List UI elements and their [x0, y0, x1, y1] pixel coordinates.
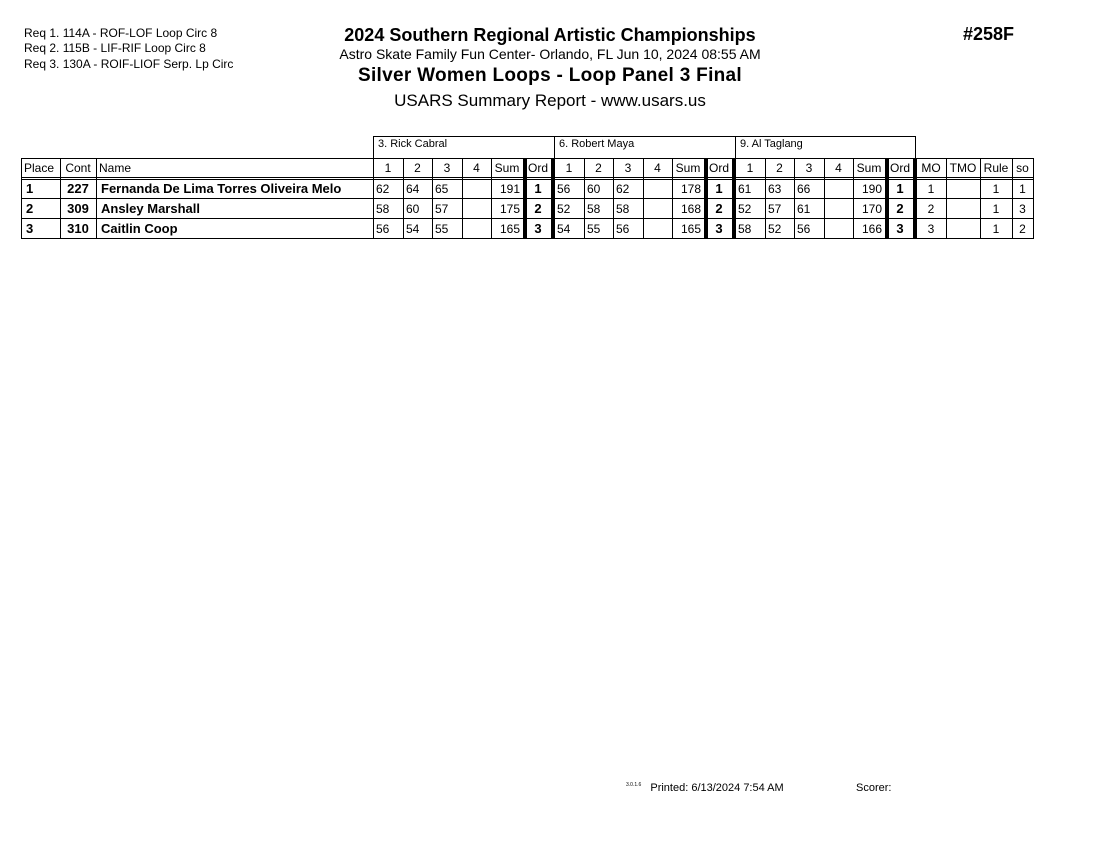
- row-1-judge3-score1: 61: [738, 182, 752, 196]
- venue-date-line: Astro Skate Family Fun Center- Orlando, FL Jun 10, 2024 08:55 AM: [339, 46, 761, 62]
- row-3-rule: 1: [992, 222, 1000, 236]
- col-header-judge3-score4: 4: [835, 161, 842, 175]
- row-3-cont: 310: [67, 221, 89, 236]
- judge-header-1: 3. Rick Cabral: [378, 138, 448, 150]
- row-1-judge1-ord: 1: [534, 181, 542, 196]
- row-1-cont: 227: [67, 181, 89, 196]
- row-3-judge2-ord: 3: [715, 221, 723, 236]
- row-2-judge1-ord: 2: [534, 201, 542, 216]
- row-3-judge1-sum: 165: [499, 222, 520, 236]
- row-1-so: 1: [1019, 182, 1026, 196]
- col-header-judge1-score4: 4: [473, 161, 480, 175]
- row-3-judge3-score2: 52: [768, 222, 782, 236]
- col-header-cont: Cont: [65, 161, 91, 175]
- row-2-judge1-score2: 60: [406, 202, 420, 216]
- row-2-judge1-score4: [462, 200, 491, 220]
- row-1-judge3-ord: 1: [896, 181, 904, 196]
- row-2-judge1-sum: 175: [499, 202, 520, 216]
- row-2-cont: 309: [67, 201, 89, 216]
- col-header-judge1-score2: 2: [414, 161, 421, 175]
- row-1-judge3-score3: 66: [797, 182, 811, 196]
- row-1-judge3-sum: 190: [861, 182, 882, 196]
- row-3-tmo: [946, 220, 980, 240]
- row-2-judge3-sum: 170: [861, 202, 882, 216]
- requirement-1: Req 1. 114A - ROF-LOF Loop Circ 8: [24, 26, 218, 40]
- judge-header-3: 9. Al Taglang: [740, 138, 803, 150]
- row-3-judge1-score2: 54: [406, 222, 420, 236]
- row-3-judge2-score1: 54: [557, 222, 571, 236]
- row-1-place: 1: [26, 181, 34, 196]
- row-1-judge1-sum: 191: [499, 182, 520, 196]
- judge-header-2: 6. Robert Maya: [559, 138, 635, 150]
- row-3-judge1-score4: [462, 220, 491, 240]
- row-1-name: Fernanda De Lima Torres Oliveira Melo: [101, 181, 342, 196]
- row-2-so: 3: [1019, 202, 1026, 216]
- row-2-judge2-sum: 168: [680, 202, 701, 216]
- col-header-rule: Rule: [983, 161, 1009, 175]
- row-1-judge2-score2: 60: [587, 182, 601, 196]
- col-header-judge1-ord: Ord: [527, 161, 548, 175]
- row-1-judge3-score4: [824, 180, 853, 200]
- col-header-judge2-score2: 2: [595, 161, 602, 175]
- row-2-judge2-score4: [643, 200, 672, 220]
- col-header-tmo: TMO: [949, 161, 977, 175]
- col-header-judge2-score1: 1: [565, 161, 573, 175]
- row-2-mo: 2: [927, 202, 935, 216]
- col-header-judge2-score4: 4: [654, 161, 661, 175]
- event-title: Silver Women Loops - Loop Panel 3 Final: [357, 65, 742, 86]
- row-3-judge3-score1: 58: [738, 222, 752, 236]
- row-3-judge2-score3: 56: [616, 222, 630, 236]
- row-2-judge3-ord: 2: [896, 201, 904, 216]
- row-1-judge2-ord: 1: [715, 181, 723, 196]
- row-2-judge1-score1: 58: [376, 202, 390, 216]
- row-3-judge2-score4: [643, 220, 672, 240]
- col-header-judge2-sum: Sum: [675, 161, 701, 175]
- col-header-judge1-sum: Sum: [494, 161, 520, 175]
- row-1-judge2-score1: 56: [557, 182, 571, 196]
- row-2-judge2-score3: 58: [616, 202, 630, 216]
- row-1-tmo: [946, 180, 980, 200]
- row-3-judge1-score3: 55: [435, 222, 449, 236]
- competition-title: 2024 Southern Regional Artistic Championships: [344, 25, 756, 45]
- row-3-judge1-ord: 3: [534, 221, 542, 236]
- row-1-judge1-score2: 64: [406, 182, 420, 196]
- row-1-judge2-score4: [643, 180, 672, 200]
- row-1-mo: 1: [927, 182, 935, 196]
- requirement-3: Req 3. 130A - ROIF-LIOF Serp. Lp Circ: [24, 57, 234, 71]
- col-header-judge1-score3: 3: [443, 161, 451, 175]
- row-2-judge2-score1: 52: [557, 202, 571, 216]
- col-header-judge3-score2: 2: [776, 161, 783, 175]
- row-1-judge3-score2: 63: [768, 182, 782, 196]
- col-header-judge1-score1: 1: [384, 161, 392, 175]
- row-1-judge1-score1: 62: [376, 182, 390, 196]
- row-2-judge3-score1: 52: [738, 202, 752, 216]
- row-3-judge3-score4: [824, 220, 853, 240]
- row-1-rule: 1: [992, 182, 1000, 196]
- row-3-name: Caitlin Coop: [101, 221, 178, 236]
- row-2-judge1-score3: 57: [435, 202, 449, 216]
- col-header-judge2-score3: 3: [624, 161, 632, 175]
- col-header-mo: MO: [921, 161, 941, 175]
- col-header-judge2-ord: Ord: [708, 161, 729, 175]
- row-3-judge3-score3: 56: [797, 222, 811, 236]
- col-header-so: so: [1016, 161, 1029, 175]
- row-3-judge1-score1: 56: [376, 222, 390, 236]
- col-header-judge3-sum: Sum: [856, 161, 882, 175]
- row-2-judge3-score3: 61: [797, 202, 811, 216]
- row-3-place: 3: [26, 221, 34, 236]
- row-2-judge2-ord: 2: [715, 201, 723, 216]
- row-1-judge2-sum: 178: [680, 182, 701, 196]
- row-2-place: 2: [26, 201, 34, 216]
- col-header-place: Place: [24, 161, 55, 175]
- col-header-name: Name: [99, 161, 132, 175]
- row-2-name: Ansley Marshall: [101, 201, 200, 216]
- row-1-judge1-score4: [462, 180, 491, 200]
- row-3-judge2-score2: 55: [587, 222, 601, 236]
- row-1-judge1-score3: 65: [435, 182, 449, 196]
- row-2-judge3-score4: [824, 200, 853, 220]
- footer-printed: [626, 782, 784, 794]
- printed-timestamp: Printed: 6/13/2024 7:54 AM: [650, 782, 784, 794]
- scorer-label: Scorer:: [856, 782, 892, 794]
- event-number: #258F: [963, 24, 1015, 44]
- row-2-judge2-score2: 58: [587, 202, 601, 216]
- version-label: 3.0.1.6: [626, 782, 642, 788]
- report-title: USARS Summary Report - www.usars.us: [394, 91, 706, 110]
- row-2-rule: 1: [992, 202, 1000, 216]
- row-2-tmo: [946, 200, 980, 220]
- row-2-judge3-score2: 57: [768, 202, 782, 216]
- row-3-judge2-sum: 165: [680, 222, 701, 236]
- row-1-judge2-score3: 62: [616, 182, 630, 196]
- col-header-judge3-score3: 3: [805, 161, 813, 175]
- results-table: [0, 0, 1100, 250]
- col-header-judge3-score1: 1: [746, 161, 754, 175]
- requirement-2: Req 2. 115B - LIF-RIF Loop Circ 8: [24, 41, 206, 55]
- col-header-judge3-ord: Ord: [889, 161, 910, 175]
- row-3-mo: 3: [927, 222, 935, 236]
- row-3-judge3-sum: 166: [861, 222, 882, 236]
- row-3-so: 2: [1019, 222, 1026, 236]
- row-3-judge3-ord: 3: [896, 221, 904, 236]
